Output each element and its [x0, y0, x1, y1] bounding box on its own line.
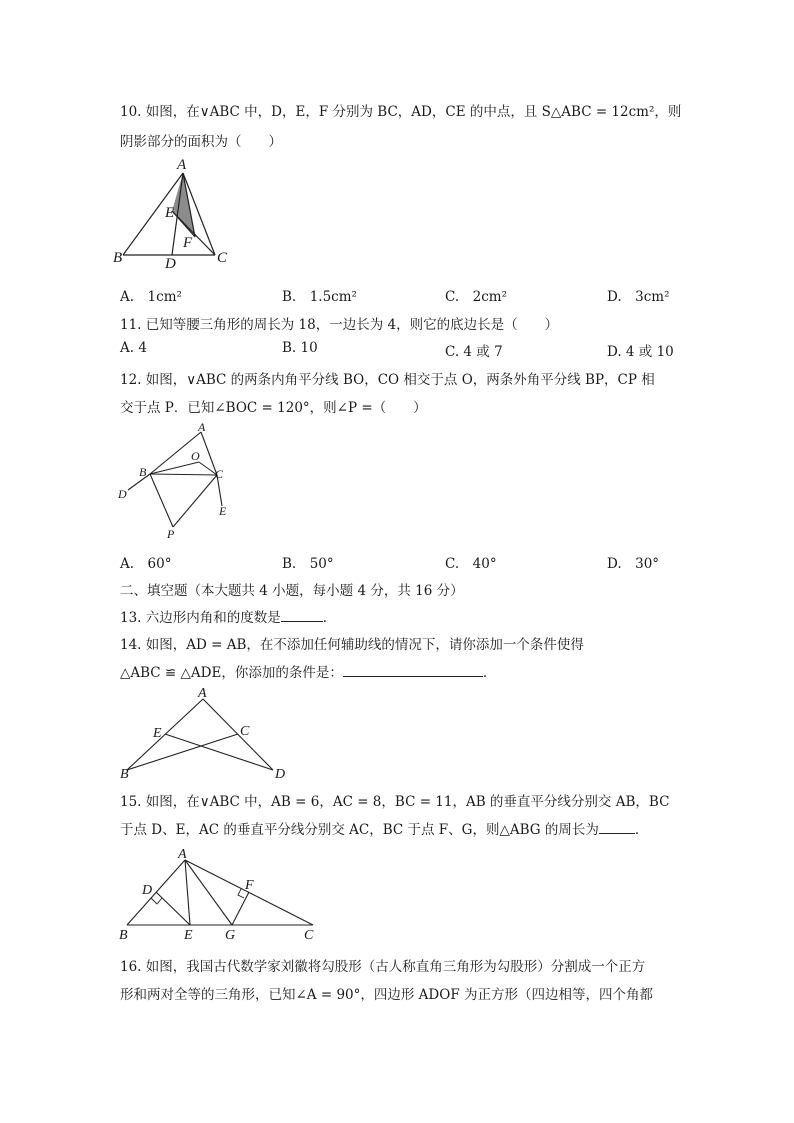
q14-line-2: [120, 661, 496, 681]
q14-line-1: 14. 如图，AD = AB，在不添加任何辅助线的情况下，请你添加一个条件使得: [120, 637, 584, 653]
q15-answer-blank[interactable]: [599, 819, 635, 834]
q14-figure: [115, 685, 295, 785]
q12-label-p: P: [167, 527, 175, 541]
q15-label-a: A: [178, 847, 187, 862]
q11-option-a: A. 4: [120, 340, 147, 356]
q15-label-d: D: [142, 883, 153, 898]
q10-label-f: F: [183, 235, 193, 251]
q10-label-d: D: [165, 256, 176, 272]
q14-label-a: A: [198, 686, 207, 701]
q16-line-1: 16. 如图，我国古代数学家刘徽将勾股形（古人称直角三角形为勾股形）分割成一个正方: [120, 959, 646, 975]
q15-label-c: C: [304, 928, 314, 943]
q14-label-d: D: [275, 767, 286, 782]
q15-label-f: F: [245, 878, 254, 893]
q13-end: ．: [322, 610, 337, 626]
q10-option-b: B. 1.5cm²: [282, 289, 357, 305]
q12-label-b: B: [139, 465, 147, 479]
q10-line-2: 阴影部分的面积为（ ）: [120, 134, 282, 150]
q16-line-2: 形和两对全等的三角形，已知∠A = 90°，四边形 ADOF 为正方形（四边相等，四个角都: [120, 987, 653, 1003]
q10-line-1: 10. 如图，在∨ABC 中，D，E，F 分别为 BC，AD，CE 的中点，且 S△ABC = 12cm²，则: [120, 104, 682, 120]
q14-end: ．: [482, 665, 497, 681]
q10-figure: [115, 155, 240, 270]
q12-figure: [115, 420, 240, 545]
q13-answer-blank[interactable]: [281, 607, 323, 622]
q12-label-c: C: [215, 467, 224, 481]
q14-label-b: B: [120, 767, 129, 782]
q12-label-e: E: [219, 504, 227, 518]
q15-line-1: 15. 如图，在∨ABC 中，AB = 6，AC = 8，BC = 11，AB 的垂直平分线分别交 AB，BC: [120, 794, 670, 810]
q11-line-1: 11. 已知等腰三角形的周长为 18，一边长为 4，则它的底边长是（ ）: [120, 317, 559, 333]
q14-text: △ABC ≌ △ADE，你添加的条件是：: [120, 665, 343, 681]
q10-option-d: D. 3cm²: [607, 289, 670, 305]
q10-label-b: B: [113, 250, 123, 266]
q10-option-a: A. 1cm²: [120, 289, 182, 305]
q11-option-b: B. 10: [282, 340, 318, 356]
q12-label-d: D: [118, 487, 127, 501]
q15-figure: [115, 845, 325, 945]
q10-label-c: C: [217, 250, 228, 266]
q11-option-c: C. 4 或 7: [445, 344, 503, 360]
q15-label-g: G: [225, 928, 236, 943]
q14-label-e: E: [153, 726, 162, 741]
q12-label-o: O: [191, 449, 200, 463]
q12-option-a: A. 60°: [120, 556, 172, 572]
q14-label-c: C: [240, 724, 250, 739]
q15-label-b: B: [119, 928, 128, 943]
q14-answer-blank[interactable]: [343, 662, 483, 677]
q12-label-a: A: [198, 420, 206, 434]
q13-line-1: [120, 606, 336, 626]
q13-text: 13. 六边形内角和的度数是: [120, 610, 281, 626]
q12-line-2: 交于点 P．已知∠BOC = 120°，则∠P =（ ）: [120, 400, 427, 416]
q12-option-c: C. 40°: [445, 556, 497, 572]
q10-label-a: A: [177, 157, 187, 173]
q10-option-c: C. 2cm²: [445, 289, 508, 305]
section-2-heading: 二、填空题（本大题共 4 小题，每小题 4 分，共 16 分）: [120, 583, 464, 599]
q15-label-e: E: [184, 928, 193, 943]
q15-line-2: [120, 818, 648, 838]
q12-line-1: 12. 如图，∨ABC 的两条内角平分线 BO，CO 相交于点 O，两条外角平分线 BP，CP 相: [120, 372, 655, 388]
q12-option-d: D. 30°: [607, 556, 660, 572]
q15-end: ．: [634, 822, 649, 838]
q11-option-d: D. 4 或 10: [607, 344, 674, 360]
q10-label-e: E: [165, 205, 175, 221]
q12-option-b: B. 50°: [282, 556, 334, 572]
q15-text: 于点 D、E，AC 的垂直平分线分别交 AC，BC 于点 F、G，则△ABG 的周长为: [120, 822, 599, 838]
